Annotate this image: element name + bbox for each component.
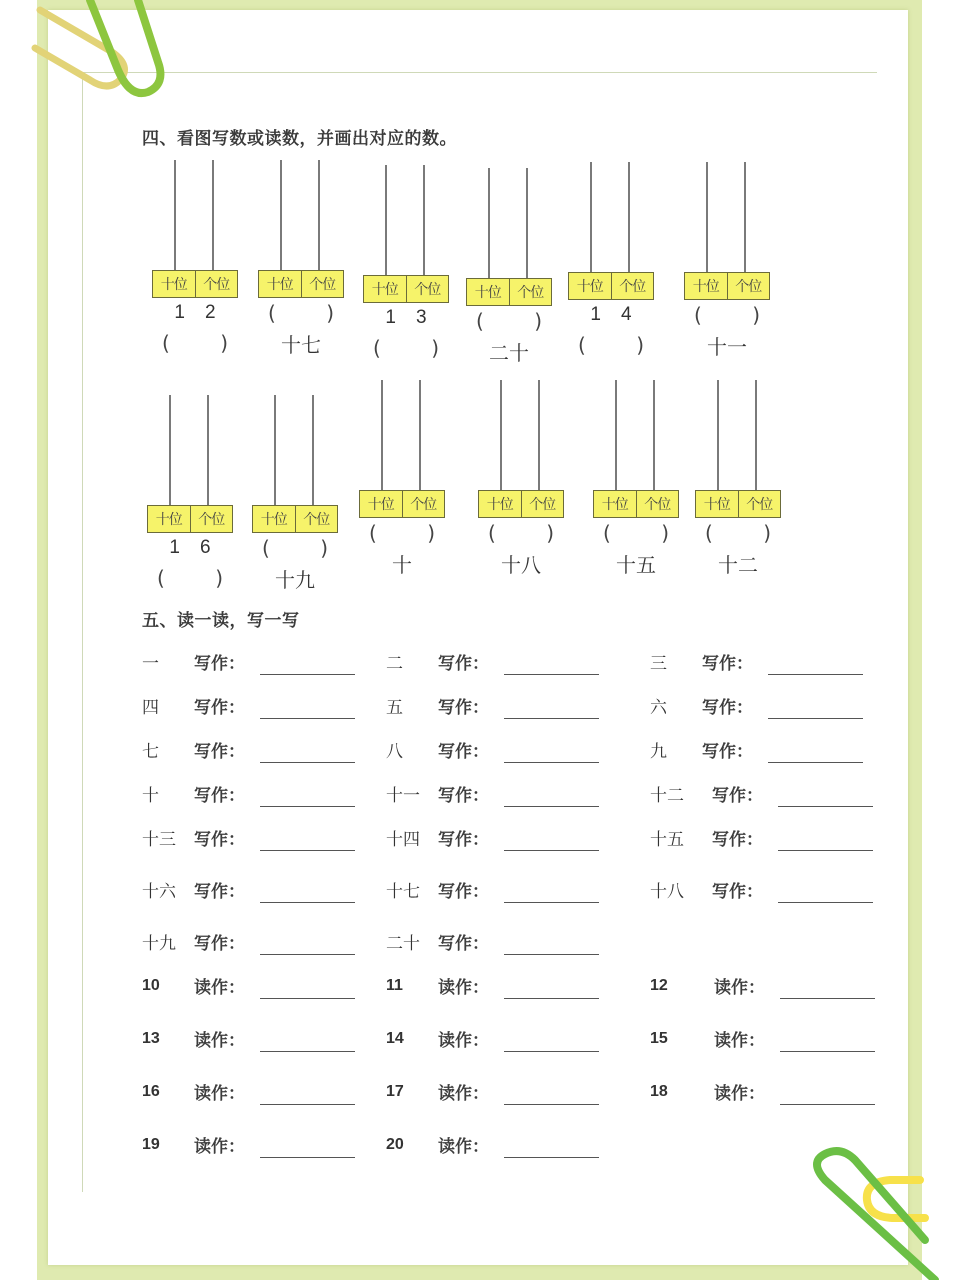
ones-label: 个位 [195,271,238,297]
write-label: 写作： [194,698,245,718]
read-item [386,1131,599,1158]
ones-rod [312,395,314,505]
abacus-rods [252,395,338,505]
paren-open: ( [476,309,484,333]
write-item [386,876,599,903]
given-number [363,303,449,333]
read-item [386,1025,599,1052]
chinese-numeral: 六 [650,698,667,718]
chinese-numeral: 十四 [386,830,420,850]
tens-rod [274,395,276,505]
answer-blank[interactable] [466,306,552,336]
write-item [650,736,863,763]
write-item [386,824,599,851]
ones-digit: 2 [205,302,216,323]
ones-label: 个位 [402,491,445,517]
chinese-numeral: 七 [142,742,159,762]
ones-rod [744,162,746,272]
abacus-rods [152,160,238,270]
ones-label: 个位 [509,279,552,305]
given-word: 十九 [275,567,315,592]
write-item [142,780,355,807]
answer-blank[interactable] [359,518,445,548]
write-label: 写作： [438,830,489,850]
arabic-number: 13 [142,1029,160,1047]
arabic-number: 11 [386,976,403,994]
answer-line[interactable] [778,884,873,903]
ones-digit: 6 [200,537,211,558]
write-label: 写作： [712,786,763,806]
answer-line[interactable] [260,744,355,763]
place-value-box [466,278,552,306]
write-item [142,648,355,675]
ones-label: 个位 [301,271,344,297]
tens-label: 十位 [576,279,603,295]
tens-rod [488,168,490,278]
chinese-numeral: 二十 [386,934,420,954]
ones-rod [207,395,209,505]
read-label: 读作： [714,1084,765,1104]
read-label: 读作： [438,1084,489,1104]
chinese-numeral: 二 [386,654,403,674]
answer-blank[interactable] [363,333,449,363]
answer-line[interactable] [504,980,599,999]
section-5-title: 五、读一读，写一写 [142,611,300,631]
arabic-number: 18 [650,1082,668,1100]
read-item [142,1025,355,1052]
read-label: 读作： [438,1031,489,1051]
given-number [568,300,654,330]
ones-label: 个位 [611,273,654,299]
paren-open: ( [578,333,586,357]
ones-rod [419,380,421,490]
write-label: 写作： [702,698,753,718]
ones-rod [628,162,630,272]
tens-digit: 1 [385,307,396,328]
abacus-rods [593,380,679,490]
answer-line[interactable] [504,1033,599,1052]
write-label: 写作： [438,654,489,674]
tens-label: 十位 [367,497,394,513]
answer-line[interactable] [260,700,355,719]
paren-open: ( [603,521,611,545]
read-item [650,1025,875,1052]
paren-close: ) [534,309,542,333]
paren-open: ( [369,521,377,545]
read-item [650,972,875,999]
arabic-number: 15 [650,1029,668,1047]
write-label: 写作： [712,882,763,902]
abacus [147,395,233,593]
answer-line[interactable] [260,1033,355,1052]
place-value-box [252,505,338,533]
chinese-numeral: 一 [142,654,159,674]
paren-open: ( [488,521,496,545]
ones-label: 个位 [406,276,449,302]
ones-label: 个位 [636,491,679,517]
answer-blank[interactable] [568,330,654,360]
answer-line[interactable] [260,1139,355,1158]
write-label: 写作： [194,882,245,902]
tens-rod [174,160,176,270]
answer-line[interactable] [504,656,599,675]
write-item [386,648,599,675]
chinese-numeral: 十三 [142,830,176,850]
given-word: 十五 [616,552,656,577]
write-item [650,824,873,851]
answer-blank[interactable] [593,518,679,548]
tens-label: 十位 [601,497,628,513]
tens-label: 十位 [260,512,287,528]
write-label: 写作： [438,934,489,954]
answer-line[interactable] [260,832,355,851]
answer-blank[interactable] [478,518,564,548]
paren-close: ) [546,521,554,545]
abacus [359,380,445,578]
tens-digit: 1 [174,302,185,323]
ones-rod [212,160,214,270]
paren-close: ) [326,301,334,325]
given-word: 十八 [501,552,541,577]
paren-open: ( [157,566,165,590]
answer-blank[interactable] [147,563,233,593]
chinese-numeral: 十九 [142,934,176,954]
tens-label: 十位 [155,512,182,528]
chinese-numeral: 四 [142,698,159,718]
write-label: 写作： [438,786,489,806]
tens-label: 十位 [692,279,719,295]
read-label: 读作： [438,978,489,998]
write-label: 写作： [712,830,763,850]
chinese-numeral: 十二 [650,786,684,806]
ones-label: 个位 [727,273,770,299]
tens-rod [381,380,383,490]
given-word: 十七 [281,332,321,357]
inner-border-top [82,72,877,73]
answer-line[interactable] [504,788,599,807]
abacus-rods [147,395,233,505]
abacus [252,395,338,593]
abacus-rods [684,162,770,272]
answer-line[interactable] [504,1086,599,1105]
chinese-numeral: 八 [386,742,403,762]
write-label: 写作： [702,654,753,674]
arabic-number: 20 [386,1135,404,1153]
given-word: 十 [392,552,412,577]
answer-blank[interactable] [258,298,344,328]
write-label: 写作： [438,698,489,718]
place-value-box [258,270,344,298]
arabic-number: 17 [386,1082,404,1100]
section-4-title: 四、看图写数或读数，并画出对应的数。 [142,129,457,149]
paren-close: ) [320,536,328,560]
write-label: 写作： [438,742,489,762]
write-item [650,648,863,675]
read-item [386,1078,599,1105]
write-label: 写作： [438,882,489,902]
ones-rod [423,165,425,275]
abacus-rods [359,380,445,490]
answer-line[interactable] [260,980,355,999]
place-value-box [478,490,564,518]
write-item [142,736,355,763]
paren-close: ) [431,336,439,360]
chinese-numeral: 九 [650,742,667,762]
answer-line[interactable] [778,788,873,807]
write-item [650,692,863,719]
tens-label: 十位 [474,285,501,301]
tens-digit: 1 [169,537,180,558]
place-value-box [593,490,679,518]
abacus [466,168,552,366]
ones-rod [526,168,528,278]
write-item [386,736,599,763]
tens-rod [169,395,171,505]
answer-line[interactable] [780,1086,875,1105]
write-label: 写作： [194,654,245,674]
answer-blank[interactable] [695,518,781,548]
write-item [386,928,599,955]
write-label: 写作： [194,934,245,954]
abacus-rods [568,162,654,272]
tens-rod [280,160,282,270]
chinese-numeral: 三 [650,654,667,674]
paren-close: ) [220,331,228,355]
given-word: 二十 [489,340,529,365]
abacus [684,162,770,360]
tens-rod [706,162,708,272]
chinese-numeral: 十七 [386,882,420,902]
tens-label: 十位 [486,497,513,513]
chinese-numeral: 十八 [650,882,684,902]
tens-rod [385,165,387,275]
abacus [568,162,654,360]
chinese-numeral: 五 [386,698,403,718]
answer-line[interactable] [504,832,599,851]
read-label: 读作： [194,1084,245,1104]
answer-line[interactable] [504,884,599,903]
answer-line[interactable] [260,884,355,903]
paren-close: ) [752,303,760,327]
answer-line[interactable] [504,936,599,955]
answer-line[interactable] [768,656,863,675]
ones-label: 个位 [521,491,564,517]
answer-line[interactable] [504,1139,599,1158]
paperclip-top-left-icon [20,0,170,110]
abacus-rods [363,165,449,275]
write-item [386,780,599,807]
place-value-box [152,270,238,298]
write-label: 写作： [194,786,245,806]
read-item [650,1078,875,1105]
tens-label: 十位 [703,497,730,513]
answer-blank[interactable] [152,328,238,358]
ones-digit: 4 [621,304,632,325]
chinese-numeral: 十 [142,786,159,806]
read-label: 读作： [194,978,245,998]
ones-digit: 3 [416,307,427,328]
paren-open: ( [162,331,170,355]
tens-rod [500,380,502,490]
paperclip-bottom-right-icon [795,1140,959,1280]
abacus [593,380,679,578]
place-value-box [147,505,233,533]
write-item [142,876,355,903]
abacus-rods [478,380,564,490]
write-label: 写作： [194,742,245,762]
read-item [386,972,599,999]
answer-line[interactable] [260,1086,355,1105]
answer-line[interactable] [260,936,355,955]
ones-label: 个位 [190,506,233,532]
read-label: 读作： [714,978,765,998]
answer-line[interactable] [780,980,875,999]
tens-label: 十位 [371,282,398,298]
abacus-rods [466,168,552,278]
arabic-number: 19 [142,1135,160,1153]
read-label: 读作： [194,1031,245,1051]
abacus-rods [695,380,781,490]
write-item [386,692,599,719]
ones-rod [653,380,655,490]
paren-open: ( [262,536,270,560]
arabic-number: 14 [386,1029,404,1047]
paren-close: ) [427,521,435,545]
abacus [695,380,781,578]
write-label: 写作： [702,742,753,762]
answer-blank[interactable] [684,300,770,330]
tens-rod [615,380,617,490]
abacus [258,160,344,358]
inner-border-left [82,72,83,1192]
place-value-box [363,275,449,303]
abacus-rods [258,160,344,270]
arabic-number: 12 [650,976,668,994]
answer-line[interactable] [504,744,599,763]
chinese-numeral: 十一 [386,786,420,806]
write-item [142,928,355,955]
tens-label: 十位 [160,277,187,293]
paren-open: ( [705,521,713,545]
answer-line[interactable] [260,656,355,675]
paren-open: ( [268,301,276,325]
given-number [152,298,238,328]
answer-line[interactable] [260,788,355,807]
paren-close: ) [661,521,669,545]
paren-close: ) [763,521,771,545]
read-item [142,972,355,999]
arabic-number: 10 [142,976,160,994]
tens-rod [717,380,719,490]
read-label: 读作： [194,1137,245,1157]
write-item [142,692,355,719]
answer-line[interactable] [768,700,863,719]
ones-rod [318,160,320,270]
answer-line[interactable] [504,700,599,719]
given-number [147,533,233,563]
answer-line[interactable] [778,832,873,851]
ones-label: 个位 [295,506,338,532]
place-value-box [695,490,781,518]
paren-open: ( [373,336,381,360]
given-word: 十二 [718,552,758,577]
answer-line[interactable] [780,1033,875,1052]
paren-open: ( [694,303,702,327]
abacus [152,160,238,358]
write-item [142,824,355,851]
write-item [650,876,873,903]
place-value-box [359,490,445,518]
abacus [478,380,564,578]
given-word: 十一 [707,334,747,359]
tens-label: 十位 [266,277,293,293]
read-item [142,1078,355,1105]
read-item [142,1131,355,1158]
answer-line[interactable] [768,744,863,763]
read-label: 读作： [714,1031,765,1051]
paren-close: ) [636,333,644,357]
arabic-number: 16 [142,1082,160,1100]
answer-blank[interactable] [252,533,338,563]
chinese-numeral: 十六 [142,882,176,902]
tens-digit: 1 [590,304,601,325]
read-label: 读作： [438,1137,489,1157]
place-value-box [684,272,770,300]
abacus [363,165,449,363]
write-label: 写作： [194,830,245,850]
chinese-numeral: 十五 [650,830,684,850]
ones-label: 个位 [738,491,781,517]
ones-rod [755,380,757,490]
ones-rod [538,380,540,490]
paren-close: ) [215,566,223,590]
tens-rod [590,162,592,272]
place-value-box [568,272,654,300]
write-item [650,780,873,807]
